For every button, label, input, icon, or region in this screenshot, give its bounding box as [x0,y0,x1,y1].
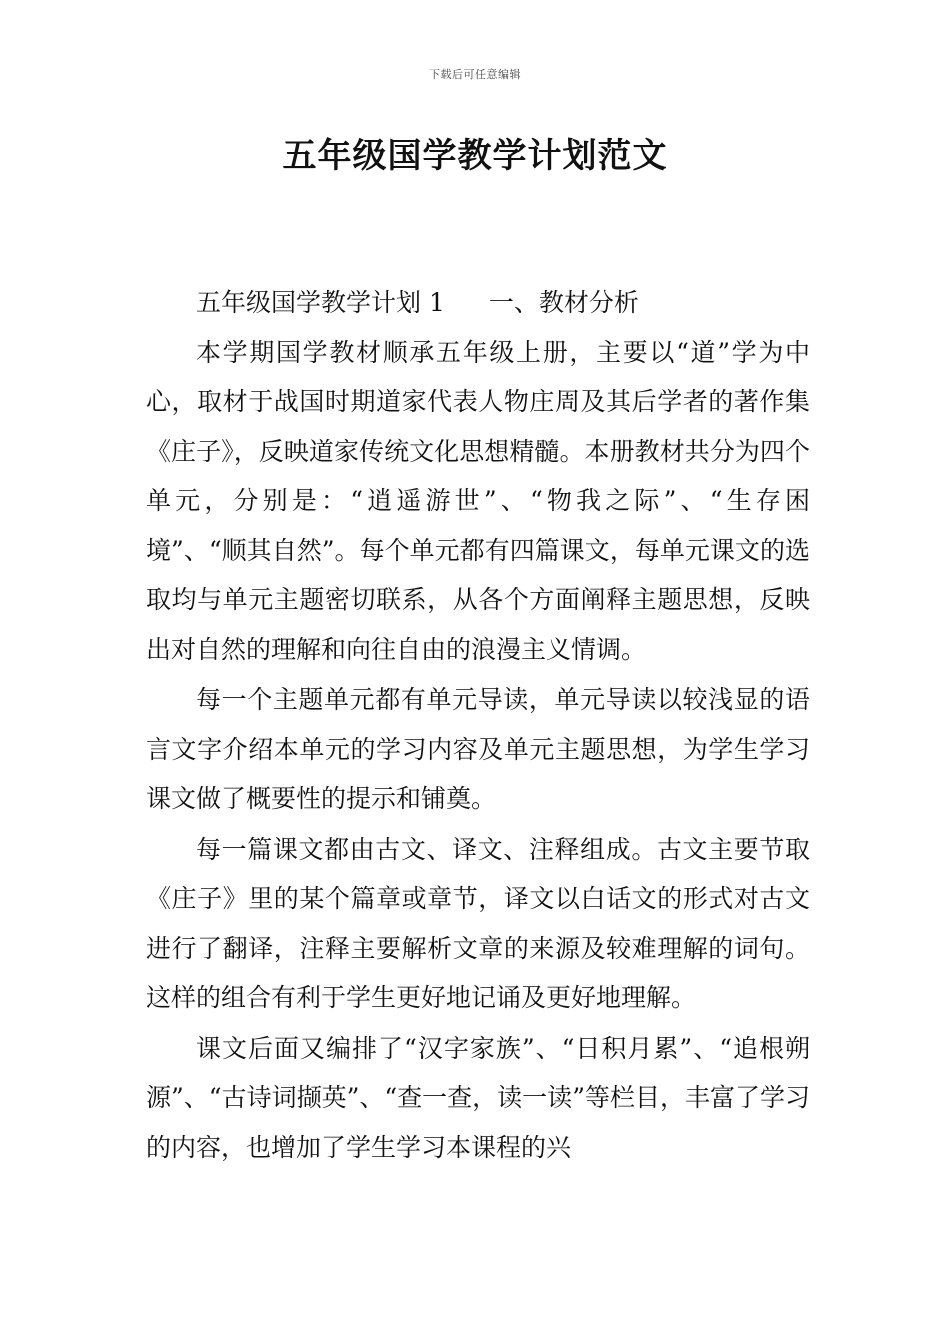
paragraph-3: 每一篇课文都由古文、译文、注释组成。古文主要节取《庄子》里的某个篇章或章节，译文以白话文的形式对古文进行了翻译，注释主要解析文章的来源及较难理解的词句。这样的组合有利于学生更好地记诵及更好地理解。 [146,834,810,1012]
section-heading: 一、教材分析 [488,288,639,317]
header-note: 下载后可任意编辑 [429,68,521,81]
paragraph-4: 课文后面又编排了“汉字家族”、“日积月累”、“追根朔源”、“古诗词撷英”、“查一查，读一读”等栏目，丰富了学习的内容，也增加了学生学习本课程的兴 [146,1033,810,1162]
document-body [146,278,810,1173]
paragraph-1: 本学期国学教材顺承五年级上册，主要以“道”学为中心，取材于战国时期道家代表人物庄周及其后学者的著作集《庄子》，反映道家传统文化思想精髓。本册教材共分为四个单元，分别是：“逍遥游世”、“物我之际”、“生存困境”、“顺其自然”。每个单元都有四篇课文，每单元课文的选取均与单元主题密切联系，从各个方面阐释主题思想，反映出对自然的理解和向往自由的浪漫主义情调。 [146,337,810,664]
document-title: 五年级国学教学计划范文 [282,136,668,176]
intro-heading: 五年级国学教学计划 1 [196,288,445,317]
intro-line [146,278,810,328]
paragraph-2: 每一个主题单元都有单元导读，单元导读以较浅显的语言文字介绍本单元的学习内容及单元主题思想，为学生学习课文做了概要性的提示和铺奠。 [146,685,810,813]
